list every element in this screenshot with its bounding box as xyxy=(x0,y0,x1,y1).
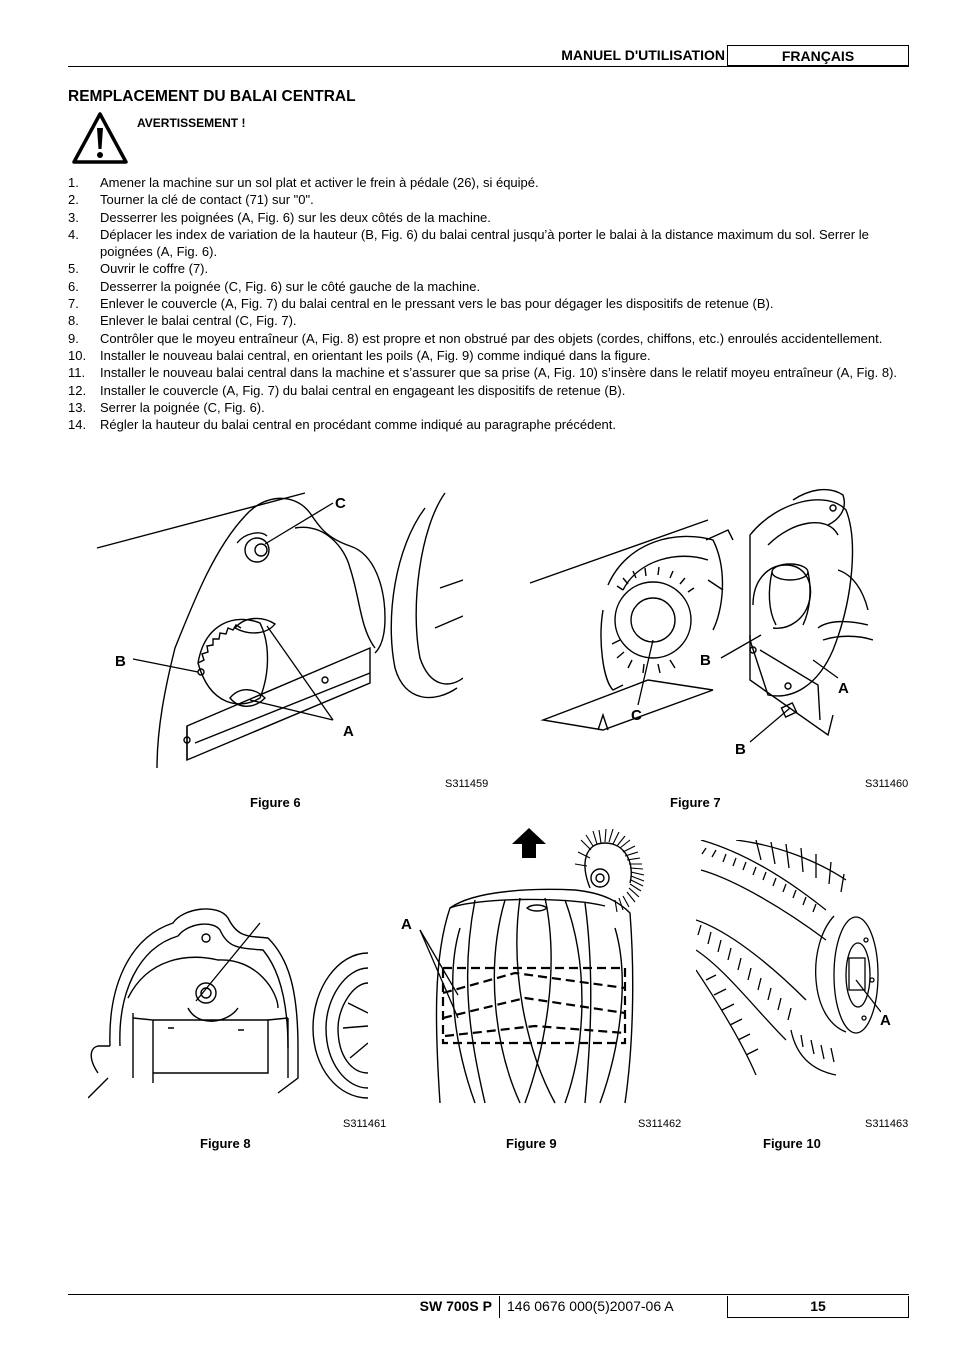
fig7-label-b-upper: B xyxy=(700,652,711,669)
fig6-label-a: A xyxy=(343,723,354,740)
footer-doc-number: 146 0676 000(5)2007-06 A xyxy=(507,1298,674,1314)
list-item: 2. Tourner la clé de contact (71) sur "0". xyxy=(68,192,314,208)
list-item: 9. Contrôler que le moyeu entraîneur (A, Fig. 8) est propre et non obstrué par des objets (cordes, chiffons, etc.) enroulés accidentellement. xyxy=(68,330,883,346)
figure-9-caption: Figure 9 xyxy=(506,1136,557,1151)
figure-6-code: S311459 xyxy=(445,778,489,790)
list-item: 8. Enlever le balai central (C, Fig. 7). xyxy=(68,313,297,329)
figure-8-code: S311461 xyxy=(343,1118,387,1130)
footer-page-box xyxy=(727,1296,909,1318)
instruction-steps xyxy=(68,174,908,433)
fig7-label-a: A xyxy=(838,680,849,697)
arrow-up-icon xyxy=(512,828,546,858)
header-language: FRANÇAIS xyxy=(781,48,855,64)
footer-model: SW 700S P xyxy=(419,1298,492,1314)
list-item: 11. Installer le nouveau balai central dans la machine et s’assurer que sa prise (A, Fig. 10) s’insère dans le relatif moyeu entraîneur (A, Fig. 8). xyxy=(68,365,898,381)
figure-6-caption: Figure 6 xyxy=(250,795,301,810)
footer-divider xyxy=(499,1296,500,1318)
list-item: 3. Desserrer les poignées (A, Fig. 6) sur les deux côtés de la machine. xyxy=(68,209,491,225)
fig10-label-a: A xyxy=(880,1012,891,1029)
list-item: 6. Desserrer la poignée (C, Fig. 6) sur le côté gauche de la machine. xyxy=(68,278,481,294)
header-manual-title: MANUEL D'UTILISATION xyxy=(561,47,725,63)
warning-label: AVERTISSEMENT ! xyxy=(137,116,246,130)
figure-9-illustration xyxy=(415,828,675,1106)
fig7-label-b-lower: B xyxy=(735,741,746,758)
fig6-label-b: B xyxy=(115,653,126,670)
figure-10-caption: Figure 10 xyxy=(763,1136,821,1151)
fig7-label-c: C xyxy=(631,707,642,724)
list-item: 13. Serrer la poignée (C, Fig. 6). xyxy=(68,399,265,415)
figure-10-illustration xyxy=(696,840,881,1078)
list-item: 5. Ouvrir le coffre (7). xyxy=(68,261,209,277)
figure-7-caption: Figure 7 xyxy=(670,795,721,810)
fig6-label-c: C xyxy=(335,495,346,512)
list-item: 7. Enlever le couvercle (A, Fig. 7) du balai central en le pressant vers le bas pour dégager les dispositifs de retenue (B). xyxy=(68,296,774,312)
figure-6-illustration xyxy=(95,488,463,773)
figure-8-illustration xyxy=(88,898,368,1103)
list-item: 1. Amener la machine sur un sol plat et activer le frein à pédale (26), si équipé. xyxy=(68,175,539,190)
header-language-box xyxy=(727,45,909,66)
list-item: 10. Installer le nouveau balai central, en orientant les poils (A, Fig. 9) comme indiqué dans la figure. xyxy=(68,347,651,363)
list-item: 12. Installer le couvercle (A, Fig. 7) du balai central en engageant les dispositifs de retenue (B). xyxy=(68,382,626,398)
warning-triangle-icon xyxy=(71,111,129,165)
figure-9-code: S311462 xyxy=(638,1118,682,1130)
list-item: 14. Régler la hauteur du balai central en procédant comme indiqué au paragraphe précédent. xyxy=(68,417,617,433)
footer-rule xyxy=(68,1294,909,1295)
figure-8-caption: Figure 8 xyxy=(200,1136,251,1151)
header-rule xyxy=(68,66,909,67)
list-item: 4. Déplacer les index de variation de la hauteur (B, Fig. 6) du balai central jusqu’à porter le balai à la distance maximum du sol. Serrer le poignées (A, Fig. 6). xyxy=(68,226,869,260)
figure-10-code: S311463 xyxy=(865,1118,909,1130)
section-title: REMPLACEMENT DU BALAI CENTRAL xyxy=(68,88,356,105)
figure-7-code: S311460 xyxy=(865,778,909,790)
page-number: 15 xyxy=(810,1298,826,1314)
figure-7-illustration xyxy=(528,480,873,765)
fig9-label-a: A xyxy=(401,916,412,933)
